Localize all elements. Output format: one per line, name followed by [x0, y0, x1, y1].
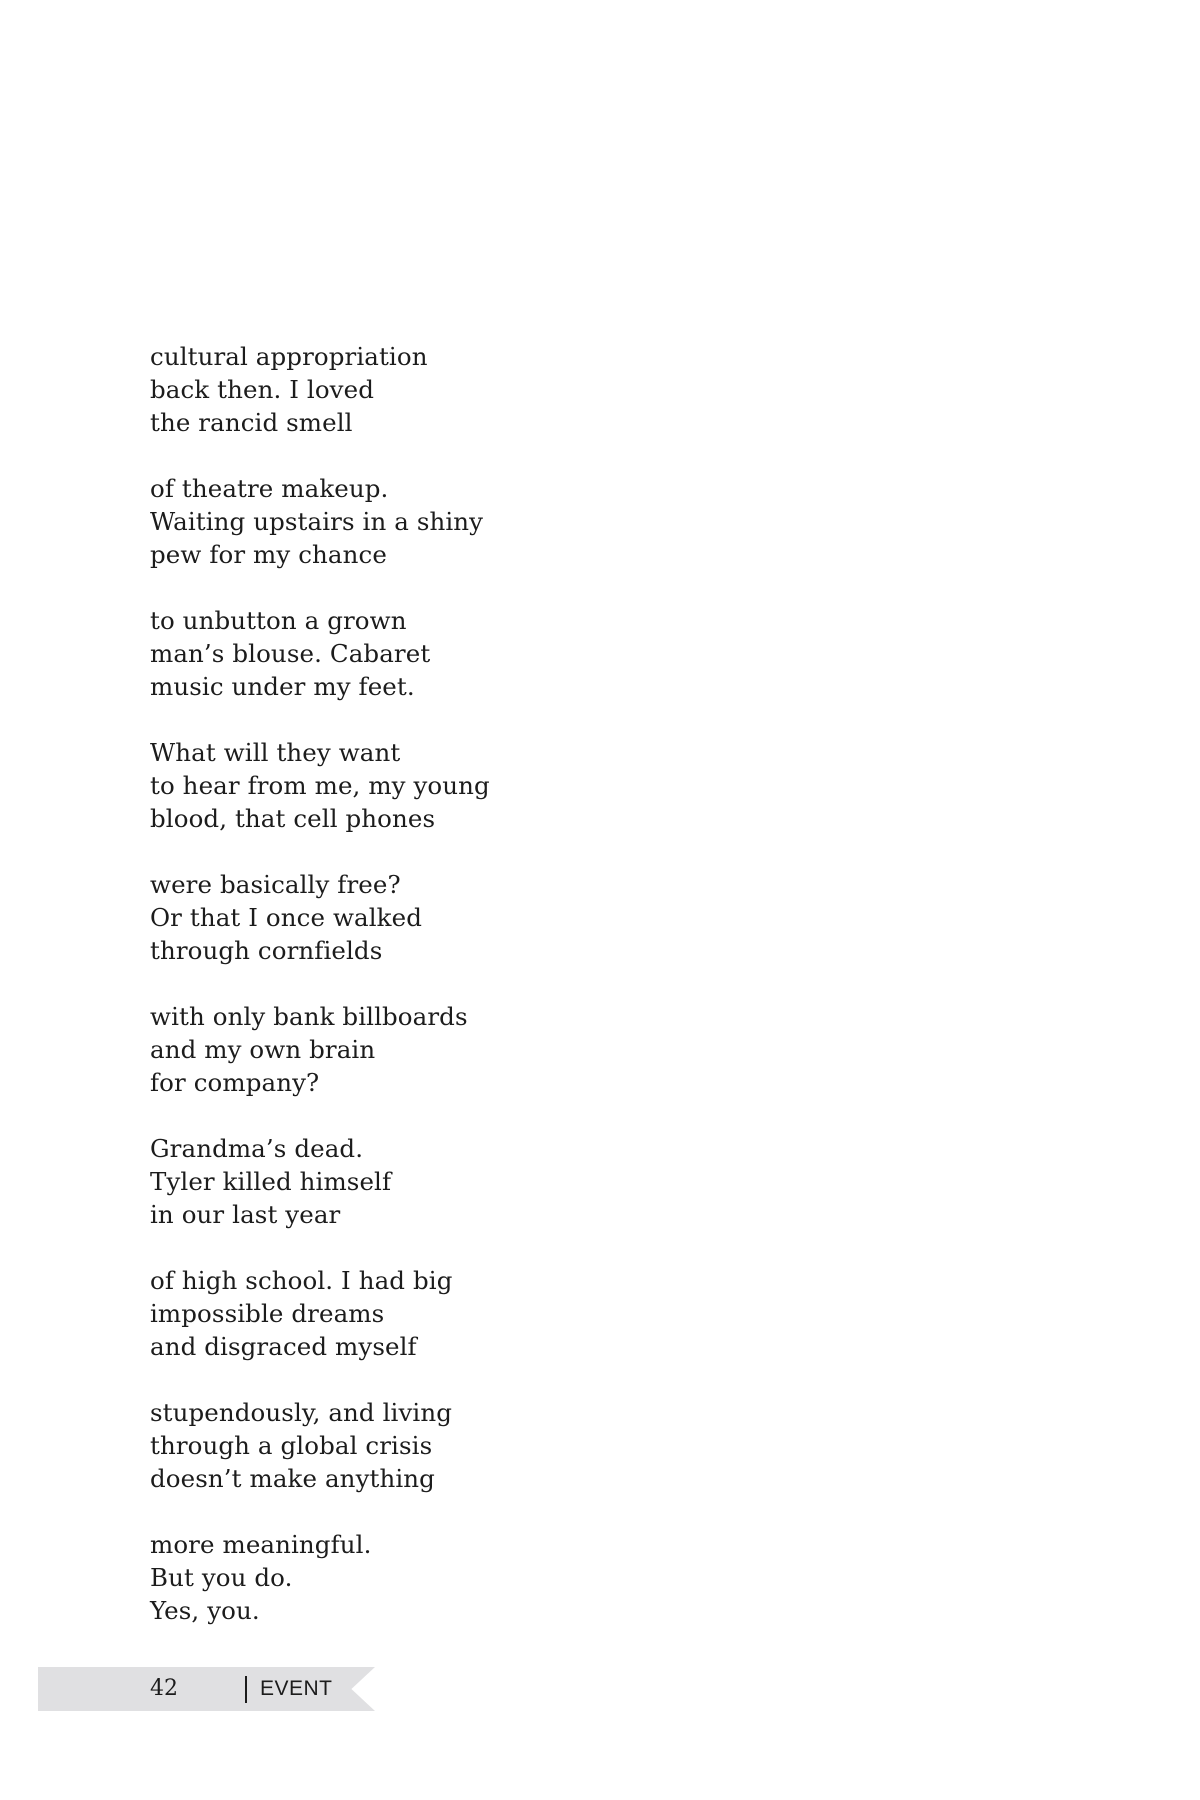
poem-stanza — [150, 472, 750, 571]
poem-line: the rancid smell — [150, 408, 353, 437]
poem-line: through a global crisis — [150, 1431, 433, 1460]
poem-stanza — [150, 340, 750, 439]
page-number: 42 — [150, 1676, 178, 1701]
poem-line: doesn’t make anything — [150, 1464, 435, 1493]
poem-line: Tyler killed himself — [150, 1167, 392, 1196]
poem-stanza — [150, 1132, 750, 1231]
poem-line: in our last year — [150, 1200, 341, 1229]
poem-line: with only bank billboards — [150, 1002, 468, 1031]
poem-line: for company? — [150, 1068, 320, 1097]
poem — [150, 340, 750, 1660]
poem-line: Grandma’s dead. — [150, 1134, 364, 1163]
poem-stanza — [150, 604, 750, 703]
poem-line: to hear from me, my young — [150, 771, 490, 800]
poem-line: stupendously, and living — [150, 1398, 453, 1427]
poem-line: Yes, you. — [150, 1596, 260, 1625]
poem-line: more meaningful. — [150, 1530, 372, 1559]
poem-line: Waiting upstairs in a shiny — [150, 507, 484, 536]
poem-line: pew for my chance — [150, 540, 387, 569]
poem-line: through cornfields — [150, 936, 383, 965]
poem-stanza — [150, 868, 750, 967]
poem-stanza — [150, 1528, 750, 1627]
poem-line: What will they want — [150, 738, 401, 767]
poem-line: impossible dreams — [150, 1299, 385, 1328]
poem-line: Or that I once walked — [150, 903, 422, 932]
poem-stanza — [150, 736, 750, 835]
poem-line: and disgraced myself — [150, 1332, 417, 1361]
journal-name: EVENT — [260, 1677, 333, 1700]
poem-line: to unbutton a grown — [150, 606, 407, 635]
poem-line: But you do. — [150, 1563, 293, 1592]
poem-line: and my own brain — [150, 1035, 376, 1064]
poem-line: cultural appropriation — [150, 342, 428, 371]
poem-line: blood, that cell phones — [150, 804, 436, 833]
poem-stanza — [150, 1396, 750, 1495]
poem-line: of theatre makeup. — [150, 474, 389, 503]
poem-line: music under my feet. — [150, 672, 415, 701]
poem-line: back then. I loved — [150, 375, 374, 404]
footer-divider — [245, 1676, 247, 1703]
poem-line: man’s blouse. Cabaret — [150, 639, 431, 668]
poem-stanza — [150, 1000, 750, 1099]
poem-stanza — [150, 1264, 750, 1363]
poem-line: of high school. I had big — [150, 1266, 453, 1295]
poem-line: were basically free? — [150, 870, 401, 899]
